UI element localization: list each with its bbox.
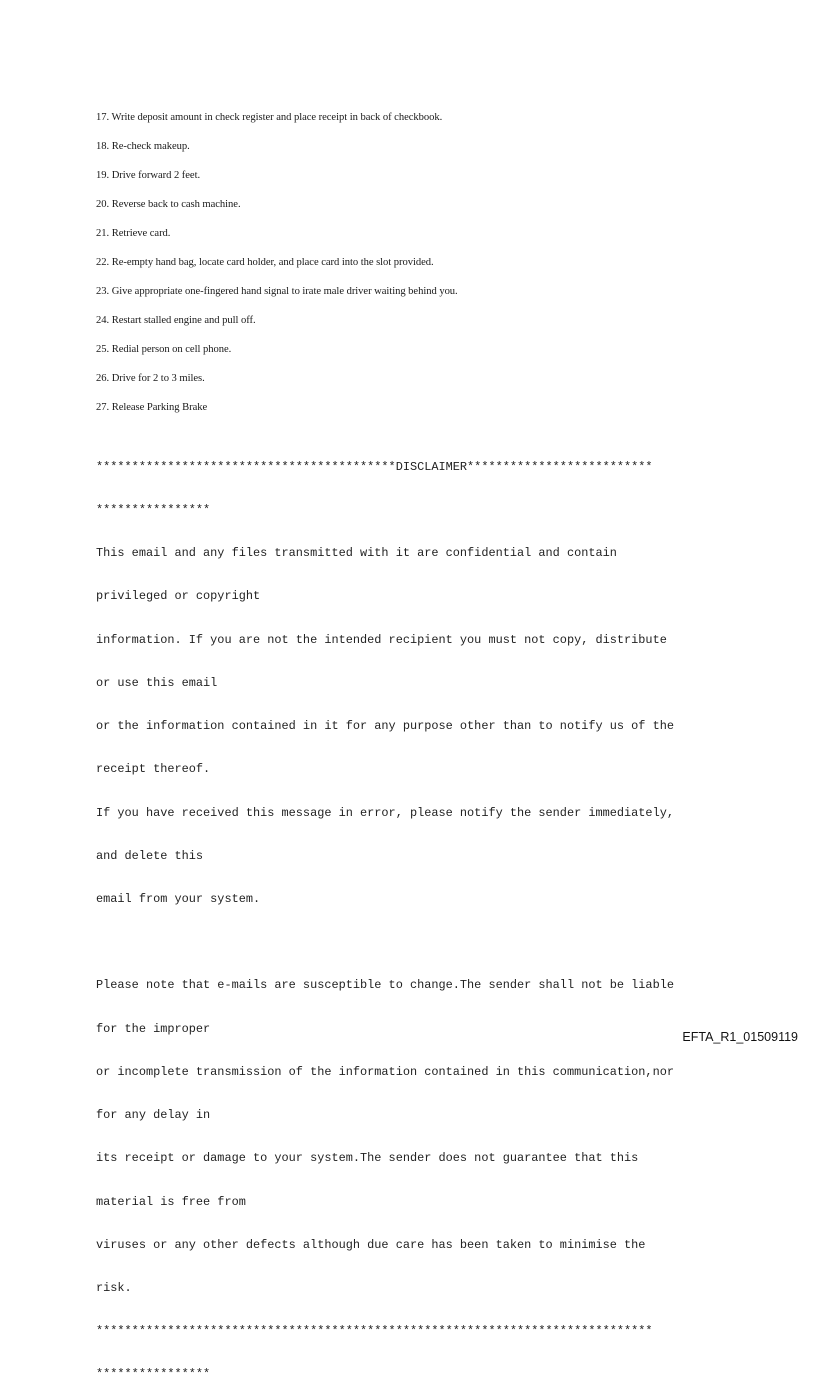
- list-item: 21. Retrieve card.: [96, 228, 171, 239]
- disclaimer-line: or the information contained in it for any purpose other than to notify us of the: [96, 719, 674, 734]
- disclaimer-line: or use this email: [96, 675, 218, 690]
- disclaimer-line: risk.: [96, 1280, 132, 1295]
- disclaimer-line: its receipt or damage to your system.The sender does not guarantee that this: [96, 1151, 639, 1166]
- list-item: 24. Restart stalled engine and pull off.: [96, 315, 256, 326]
- disclaimer-line: ****************: [96, 503, 211, 518]
- disclaimer-line: viruses or any other defects although due care has been taken to minimise the: [96, 1237, 646, 1252]
- disclaimer-line: This email and any files transmitted with it are confidential and contain: [96, 546, 617, 561]
- disclaimer-line: privileged or copyright: [96, 589, 261, 604]
- list-item: 23. Give appropriate one-fingered hand signal to irate male driver waiting behind you.: [96, 286, 458, 297]
- disclaimer-line: for the improper: [96, 1021, 211, 1036]
- list-item: 18. Re-check makeup.: [96, 141, 190, 152]
- disclaimer-blank-line: [96, 935, 674, 949]
- disclaimer-line: information. If you are not the intended recipient you must not copy, distribute: [96, 632, 667, 647]
- disclaimer-line: ****************: [96, 1367, 211, 1382]
- disclaimer-line: receipt thereof.: [96, 762, 211, 777]
- disclaimer-line: and delete this: [96, 848, 204, 863]
- list-item: 25. Redial person on cell phone.: [96, 344, 232, 355]
- list-item: 22. Re-empty hand bag, locate card holder, and place card into the slot provided.: [96, 257, 434, 268]
- disclaimer-line: ******************************************DISCLAIMER**************************: [96, 459, 653, 474]
- disclaimer-line: email from your system.: [96, 892, 261, 906]
- disclaimer-line: or incomplete transmission of the information contained in this communication,nor: [96, 1064, 674, 1079]
- list-item: 27. Release Parking Brake: [96, 402, 208, 413]
- disclaimer-line: for any delay in: [96, 1108, 211, 1123]
- disclaimer-line: Please note that e-mails are susceptible to change.The sender shall not be liable: [96, 978, 674, 993]
- list-item: 19. Drive forward 2 feet.: [96, 170, 201, 181]
- disclaimer-line: material is free from: [96, 1194, 246, 1209]
- disclaimer-line: ******************************************************************************: [96, 1324, 653, 1339]
- list-item: 17. Write deposit amount in check register and place receipt in back of checkbook.: [96, 112, 443, 123]
- document-id: EFTA_R1_01509119: [682, 1030, 798, 1044]
- list-item: 26. Drive for 2 to 3 miles.: [96, 373, 205, 384]
- list-item: 20. Reverse back to cash machine.: [96, 199, 241, 210]
- disclaimer-line: If you have received this message in error, please notify the sender immediately,: [96, 805, 674, 820]
- steps-list: [96, 110, 458, 429]
- email-disclaimer: [96, 431, 674, 1396]
